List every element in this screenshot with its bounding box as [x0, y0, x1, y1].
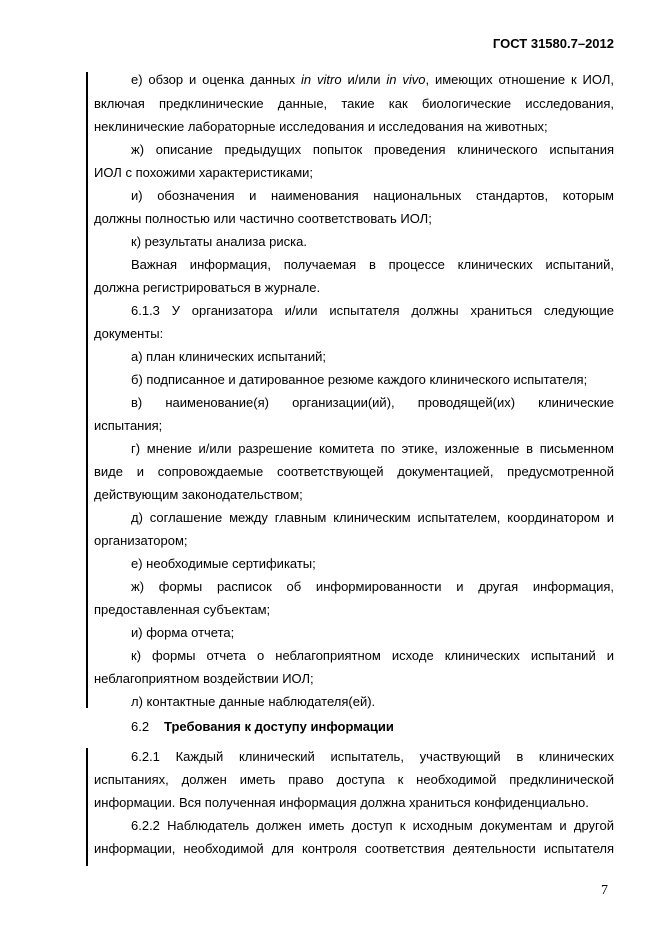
text-line: 6.1.3 У организатора и/или испытателя должны храниться следующие [131, 303, 614, 318]
text-line: г) мнение и/или разрешение комитета по этике, изложенные в письменном [131, 441, 614, 456]
text-line: е) обзор и оценка данных in vitro и/или in vivo, имеющих отношение к ИОЛ, [131, 72, 614, 87]
text-line: должны полностью или частично соответствовать ИОЛ; [94, 211, 432, 226]
text-line: информации. Вся полученная информация должна храниться конфиденциально. [94, 795, 589, 810]
text-line: включая предклинические данные, такие как биологические исследования, [94, 96, 614, 111]
text-line: документы: [94, 326, 164, 341]
text-line: испытаниях, должен иметь право доступа к необходимой предклинической [94, 772, 614, 787]
text-line: д) соглашение между главным клиническим испытателем, координатором и [131, 510, 614, 525]
text-line: предоставленная субъектам; [94, 602, 271, 617]
text-line: 6.2.2 Наблюдатель должен иметь доступ к исходным документам и другой [131, 818, 614, 833]
text-line: виде и сопровождаемые соответствующей документацией, предусмотренной [94, 464, 614, 479]
text-line: а) план клинических испытаний; [131, 349, 326, 364]
text-line: б) подписанное и датированное резюме каждого клинического испытателя; [131, 372, 588, 387]
text-line: Важная информация, получаемая в процессе клинических испытаний, [131, 257, 614, 272]
text-line: е) необходимые сертификаты; [131, 556, 316, 571]
text-line: и) форма отчета; [131, 625, 235, 640]
text-line: в) наименование(я) организации(ий), проводящей(их) клинические [131, 395, 614, 410]
text-line: к) результаты анализа риска. [131, 234, 307, 249]
change-bar-bottom [86, 748, 88, 866]
text-line: и) обозначения и наименования национальных стандартов, которым [131, 188, 614, 203]
text-line: ж) формы расписок об информированности и другая информация, [131, 579, 614, 594]
text-line: организатором; [94, 533, 188, 548]
text-line: испытания; [94, 418, 163, 433]
change-bar-top [86, 72, 88, 708]
text-line: ж) описание предыдущих попыток проведения клинического испытания [131, 142, 614, 157]
text-line: информации, необходимой для контроля соответствия деятельности испытателя [94, 841, 614, 856]
document-code: ГОСТ 31580.7–2012 [492, 36, 614, 51]
text-line: неклинические лабораторные исследования и исследования на животных; [94, 119, 548, 134]
text-line: ИОЛ с похожими характеристиками; [94, 165, 314, 180]
text-line: неблагоприятном воздействии ИОЛ; [94, 671, 314, 686]
section-title: Требования к доступу информации [164, 719, 394, 734]
section-number: 6.2 [131, 719, 150, 734]
text-line: 6.2.1 Каждый клинический испытатель, участвующий в клинических [131, 749, 614, 764]
text-line: должна регистрироваться в журнале. [94, 280, 321, 295]
text-line: к) формы отчета о неблагоприятном исходе клинических испытаний и [131, 648, 614, 663]
page-number: 7 [601, 883, 608, 898]
text-line: действующим законодательством; [94, 487, 303, 502]
section-heading [131, 719, 394, 734]
text-line: л) контактные данные наблюдателя(ей). [131, 694, 376, 709]
